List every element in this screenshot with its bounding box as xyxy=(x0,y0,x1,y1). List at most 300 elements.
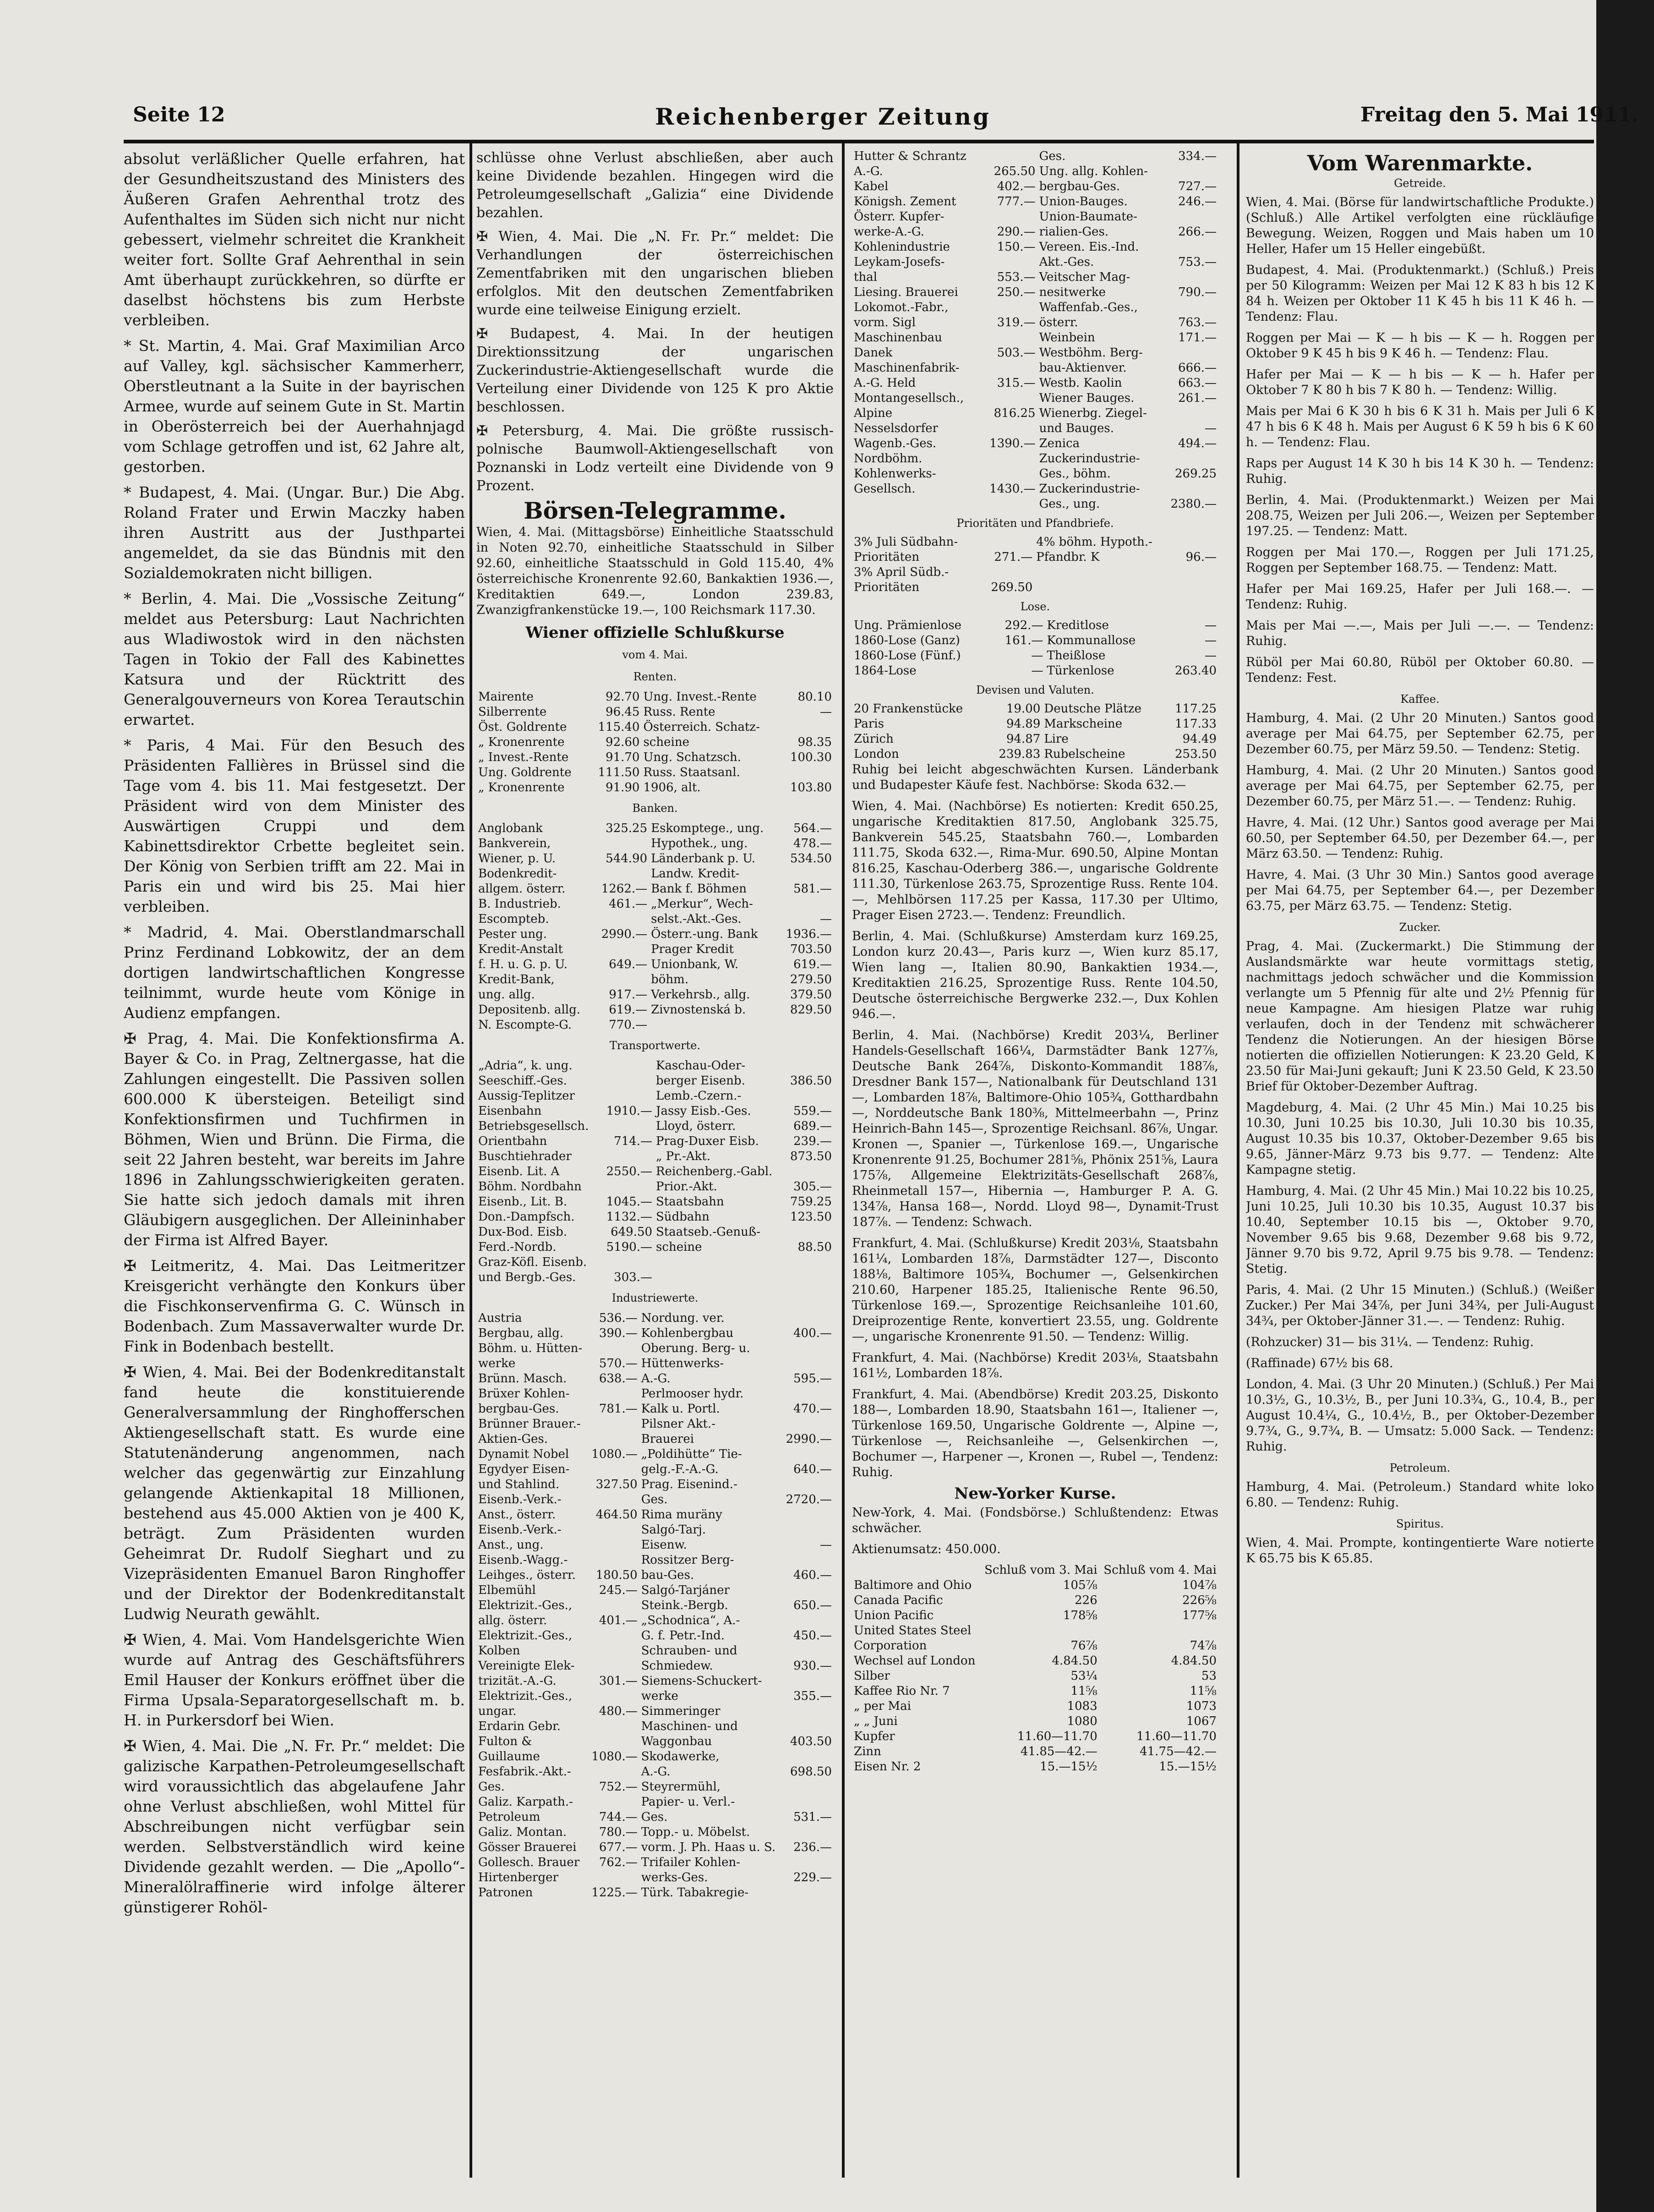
price-cell: 292.— xyxy=(1004,619,1043,632)
market-report: Berlin, 4. Mai. (Schlußkurse) Amsterdam kurz 169.25, London kurz 20.43—, Paris kurz —, Wien kurz 85.17, Wien lang —, Italien 80.90, Bankaktien 1934.—, Kreditaktien 216.25, Sprozentige Russ. Rente 104.50, Deutsche österreichische Bergwerke 232.—, Dux Kohlen 946.—. xyxy=(852,929,1218,1021)
market-report: Roggen per Mai — K — h bis — K — h. Roggen per Oktober 9 K 45 h bis 9 K 46 h. — Tendenz: Flau. xyxy=(1246,331,1594,361)
price-cell: 334.— xyxy=(1178,149,1217,163)
price-cell: — xyxy=(1031,649,1043,663)
market-report: Berlin, 4. Mai. (Nachbörse) Kredit 203¼, Berliner Handels-Gesellschaft 166¼, Darmstädter Bank 127⅞, Deutsche Bank 264⅞, Diskonto-Kommandit 188⅞, Dresdner Bank 157—, Nationalbank für Deutschland 131—, Lombarden 18⅞, Baltimore-Ohio 105¾, Gotthardbahn —, Norddeutsche Bank 180⅜, Mittelmeerbahn —, Prinz Heinrich-Bahn 145—, Sprozentige Reichsanl. 86⅞, Ungar. Kronen —, Spanier —, Türkenlose 169.—, Ungarische Kronenrente 91.25, Bochumer 281⅝, Phönix 251⅝, Laura 175⅞, Allgemeine Elektrizitäts-Gesellschaft 268⅞, Rheinmetall 157—, Hibernia —, Hamburger P. A. G. 134⅞, Hansa 168—, Nordd. Lloyd 98—, Dynamit-Trust 187⅞. — Tendenz: Schwach. xyxy=(852,1028,1218,1229)
price-cell: 4.84.50 xyxy=(1171,1654,1217,1668)
security-cell xyxy=(654,1270,785,1285)
price-cell: 2990.— xyxy=(601,927,648,941)
price-cell: 305.— xyxy=(793,1180,832,1194)
table-row xyxy=(476,1522,834,1538)
price-cell: 11⅝ xyxy=(1190,1684,1217,1698)
price-cell: 271.— xyxy=(994,550,1033,564)
price-cell: 781.— xyxy=(599,1402,638,1416)
price-cell xyxy=(782,1447,834,1462)
security-cell: Nordung. ver. xyxy=(641,1311,725,1325)
table-row xyxy=(476,1583,834,1598)
security-cell: Brüxer Kohlen- xyxy=(478,1387,570,1401)
price-cell: 92.60 xyxy=(606,735,640,749)
security-cell: Skodawerke, xyxy=(641,1750,720,1763)
quote-table xyxy=(852,535,1218,595)
price-cell: 649.50 xyxy=(611,1225,653,1239)
subsection-heading: New-Yorker Kurse. xyxy=(954,1484,1116,1503)
table-row xyxy=(476,1749,834,1764)
price-cell xyxy=(1163,209,1218,224)
price-cell: — xyxy=(1205,619,1217,632)
table-row xyxy=(476,821,834,836)
report-list xyxy=(1246,711,1594,914)
security-cell: Reichenberg.-Gabl. xyxy=(656,1165,773,1178)
table-row xyxy=(852,421,1218,436)
table-row xyxy=(476,1795,834,1810)
table-row xyxy=(852,1593,1218,1608)
table-row xyxy=(476,1073,834,1089)
security-cell: Hüttenwerks- xyxy=(641,1357,724,1370)
table-row xyxy=(476,1689,834,1704)
price-cell xyxy=(594,972,649,987)
price-cell xyxy=(588,1462,639,1477)
table-row xyxy=(476,851,834,866)
price-cell: 829.50 xyxy=(790,1003,832,1017)
price-cell xyxy=(782,1613,834,1628)
news-paragraph: ✠ Prag, 4. Mai. Die Konfektionsfirma A. Bayer & Co. in Prag, Zeltnergasse, hat die Zahlungen eingestellt. Die Passiven sollen 600.000 K übersteigen. Beteiligt sind Konfektionsfirmen und Tuchfirmen in Böhmen, Wien und Brünn. Die Firma, die seit 22 Jahren besteht, war bereits im Jahre 1896 in Zahlungsschwierigkeiten geraten. Sie hatte sich jedoch damals mit ihren Gläubigern ausgeglichen. Der Alleininhaber der Firma ist Alfred Bayer. xyxy=(124,1029,465,1249)
section-heading: Börsen-Telegramme. xyxy=(524,497,786,524)
table-row xyxy=(852,482,1218,497)
price-cell xyxy=(1163,270,1218,285)
security-cell: Ges. xyxy=(641,1493,668,1506)
security-cell: Veitscher Mag- xyxy=(1039,270,1130,284)
price-cell: 19.00 xyxy=(1006,702,1041,716)
news-paragraph: ✠ Wien, 4. Mai. Vom Handelsgerichte Wien wurde auf Antrag des Geschäftsführers Emil Hauser der Konkurs eröffnet über die Firma Upsala-Separatorgesellschaft m. b. H. in Purkersdorf bei Wien. xyxy=(124,1631,465,1729)
price-cell: — xyxy=(1031,664,1043,678)
security-cell: Waggonbau xyxy=(641,1735,712,1748)
table-row xyxy=(476,1764,834,1779)
price-cell: 177⅝ xyxy=(1182,1609,1217,1622)
price-cell: 763.— xyxy=(1178,316,1217,329)
table-row xyxy=(476,1210,834,1225)
table-row xyxy=(852,1623,1218,1638)
price-cell: 531.— xyxy=(793,1810,832,1824)
price-cell xyxy=(982,451,1037,466)
price-cell xyxy=(588,1598,639,1613)
market-report: Havre, 4. Mai. (3 Uhr 30 Min.) Santos good average per Mai 64.75, per September 64.—, per Dezember 63.75, per März 63.75. — Tendenz: Stetig. xyxy=(1246,868,1594,913)
security-cell: Escompteb. xyxy=(478,912,549,926)
security-cell: Galiz. Montan. xyxy=(478,1825,567,1839)
security-cell: scheine xyxy=(656,1240,702,1254)
price-cell: 1073 xyxy=(1186,1699,1217,1713)
table-row xyxy=(852,1578,1218,1593)
price-cell xyxy=(600,1149,654,1164)
market-report: Frankfurt, 4. Mai. (Abendbörse) Kredit 203.25, Diskonto 188—, Lombarden 18.90, Staatsbahn 161—, Italiener —, Türkenlose 169.50, Ungarische Goldrente —, Alpine —, Türkenlose —, Reichsanleihe —, Gelsenkirchen —, Bochumer —, Harpener —, Kronen —, Rubel —, Tendenz: Ruhig. xyxy=(852,1387,1218,1479)
price-cell: 461.— xyxy=(609,897,648,911)
security-cell: 3% Juli Südbahn- xyxy=(854,535,958,549)
security-cell: Ges. xyxy=(1039,149,1066,163)
price-cell: — xyxy=(1205,422,1217,435)
price-cell: 2550.— xyxy=(606,1165,653,1178)
table-row xyxy=(476,735,834,750)
security-cell: Böhm. u. Hütten- xyxy=(478,1341,583,1355)
table-row xyxy=(476,1628,834,1643)
security-cell: Hirtenberger xyxy=(478,1871,558,1884)
security-cell: Zürich xyxy=(854,732,894,746)
market-report: Hamburg, 4. Mai. (Petroleum.) Standard white loko 6.80. — Tendenz: Ruhig. xyxy=(1246,1480,1594,1510)
security-cell: 20 Frankenstücke xyxy=(854,702,963,716)
table-row xyxy=(852,436,1218,451)
quote-sections xyxy=(476,668,834,1900)
security-cell: Ges., böhm. xyxy=(1039,467,1111,481)
price-cell xyxy=(785,1225,834,1240)
price-cell: — xyxy=(1205,634,1217,647)
price-cell xyxy=(982,209,1037,224)
security-cell: Papier- u. Verl.- xyxy=(641,1795,735,1809)
price-cell xyxy=(782,1386,834,1402)
table-row xyxy=(476,1885,834,1900)
price-cell xyxy=(600,1255,654,1270)
security-cell: A.-G. xyxy=(854,164,883,178)
price-cell: 752.— xyxy=(599,1780,638,1794)
table-row xyxy=(852,361,1218,376)
security-cell: Dynamit Nobel xyxy=(478,1447,569,1461)
price-cell xyxy=(782,1885,834,1900)
security-cell: Kohlenindustrie xyxy=(854,240,950,254)
table-row xyxy=(852,330,1218,345)
price-cell: 250.— xyxy=(997,285,1036,299)
security-cell: Austria xyxy=(478,1311,522,1325)
market-report: Hafer per Mai — K — h bis — K — h. Hafer per Oktober 7 K 80 h bis 7 K 80 h. — Tendenz: Willig. xyxy=(1246,367,1594,397)
price-cell: 115.40 xyxy=(598,720,640,734)
masthead-title: Reichenberger Zeitung xyxy=(655,103,991,130)
table-row xyxy=(476,866,834,882)
price-cell xyxy=(1163,482,1218,497)
quote-table xyxy=(476,1058,834,1285)
table-row xyxy=(852,1699,1218,1714)
price-cell xyxy=(588,1553,639,1568)
table-row xyxy=(476,972,834,987)
security-cell: Brünner Brauer.- xyxy=(478,1417,581,1431)
security-cell: Anglobank xyxy=(478,821,543,835)
price-cell: 74⅞ xyxy=(1190,1639,1217,1653)
security-cell: Montangesellsch., xyxy=(854,391,964,405)
subsection-heading: Spiritus. xyxy=(1396,1517,1444,1530)
price-cell: 150.— xyxy=(997,240,1036,254)
security-cell: „ per Mai xyxy=(854,1699,911,1713)
price-cell xyxy=(982,300,1037,315)
price-cell xyxy=(782,1855,834,1870)
security-cell: Prag. Eisenind.- xyxy=(641,1478,737,1491)
table-row xyxy=(852,240,1218,255)
price-cell xyxy=(980,1623,1099,1638)
price-cell: 15.—15½ xyxy=(1040,1760,1097,1774)
price-cell: 727.— xyxy=(1178,180,1217,193)
security-cell: thal xyxy=(854,270,878,284)
subsection-heading: Lose. xyxy=(1020,600,1050,613)
price-cell: 88.50 xyxy=(797,1240,832,1254)
price-cell xyxy=(588,1689,639,1704)
subsection-heading: Getreide. xyxy=(1394,177,1446,190)
price-cell: 1083 xyxy=(1067,1699,1097,1713)
security-cell: 3% April Südb.- xyxy=(854,565,949,579)
quote-section-heading: Industriewerte. xyxy=(611,1292,699,1304)
price-cell xyxy=(1163,345,1218,361)
newyork-table xyxy=(852,1563,1218,1774)
price-cell: 379.50 xyxy=(790,988,832,1002)
security-cell: rialien-Ges. xyxy=(1039,225,1109,239)
table-row xyxy=(852,224,1218,240)
price-cell xyxy=(588,1734,639,1749)
security-cell xyxy=(1034,565,1177,580)
price-cell xyxy=(785,1270,834,1285)
price-cell xyxy=(1163,164,1218,179)
table-row xyxy=(476,897,834,912)
security-cell: Kabel xyxy=(854,180,889,193)
table-row xyxy=(476,1825,834,1840)
table-row xyxy=(852,451,1218,466)
price-cell: 53 xyxy=(1201,1669,1217,1683)
table-row xyxy=(476,1643,834,1659)
security-cell: böhm. xyxy=(651,973,689,986)
section-heading: Vom Warenmarkte. xyxy=(1307,151,1533,175)
price-cell xyxy=(782,1643,834,1659)
table-row xyxy=(476,750,834,765)
security-cell: Öst. Goldrente xyxy=(478,720,567,734)
price-cell xyxy=(1163,240,1218,255)
security-cell: Lemb.-Czern.- xyxy=(656,1089,742,1103)
table-row xyxy=(852,345,1218,361)
price-cell: 265.50 xyxy=(993,164,1036,178)
security-cell: Steink.-Bergb. xyxy=(641,1599,728,1612)
price-cell: 355.— xyxy=(793,1689,832,1703)
table-row xyxy=(476,1553,834,1568)
market-report: Rüböl per Mai 60.80, Rüböl per Oktober 60.80. — Tendenz: Fest. xyxy=(1246,655,1594,685)
quote-table xyxy=(852,149,1218,512)
security-cell: „Schodnica“, A.- xyxy=(641,1614,740,1627)
table-row xyxy=(476,1568,834,1583)
security-cell xyxy=(1034,580,1177,595)
security-cell: London xyxy=(854,747,899,761)
price-cell: 94.87 xyxy=(1006,732,1041,746)
table-row xyxy=(852,179,1218,194)
price-cell xyxy=(778,897,834,912)
price-cell: — xyxy=(820,912,832,926)
price-cell: 400.— xyxy=(793,1326,832,1340)
market-report: Mais per Mai —.—, Mais per Juli —.—. — Tendenz: Ruhig. xyxy=(1246,619,1594,648)
security-cell: Nesselsdorfer xyxy=(854,422,939,435)
security-cell: A.-G. xyxy=(641,1765,671,1779)
security-cell: Perlmooser hydr. xyxy=(641,1387,744,1401)
security-cell: Jassy Eisb.-Ges. xyxy=(656,1104,751,1118)
security-cell: Ung. Invest.-Rente xyxy=(643,690,757,704)
security-cell: Bergbau, allg. xyxy=(478,1326,564,1340)
table-row xyxy=(476,690,834,705)
price-cell xyxy=(1163,451,1218,466)
price-cell: 104⅞ xyxy=(1182,1578,1217,1592)
security-cell: Patronen xyxy=(478,1886,533,1900)
table-row xyxy=(476,1341,834,1356)
price-cell xyxy=(781,765,834,780)
news-paragraph: ✠ Wien, 4. Mai. Bei der Bodenkreditanstalt fand heute die konstituierende Generalversammlung der Ringhofferschen Aktiengesellschaft statt. Es wurde eine Statutenänderung angenommen, nach welcher das gegenwärtig zur Einzahlung gelangende Aktienkapital 18 Millionen, bestehend aus 45.000 Aktien von je 400 K, beträgt. Zum Präsidenten wurden Geheimrat Dr. Rudolf Sieghart und zu Vizepräsidenten Emanuel Baron Ringhoffer und der Direktor der Bodenkreditanstalt Ludwig Neurath gewählt. xyxy=(124,1363,465,1623)
security-cell: werke-A.-G. xyxy=(854,225,924,239)
column-header: Schluß vom 3. Mai xyxy=(984,1563,1097,1577)
table-row xyxy=(852,663,1218,679)
security-cell: Kaschau-Oder- xyxy=(656,1059,746,1073)
security-cell: 1906, alt. xyxy=(643,781,701,794)
price-cell xyxy=(600,1058,654,1073)
table-row xyxy=(476,1870,834,1885)
telegram-text: Wien, 4. Mai. (Mittagsbörse) Einheitliche Staatsschuld in Noten 92.70, einheitliche Staatsschuld in Silber 92.60, einheitliche Staatsschuld in Gold 115.40, 4% österreichische Kronenrente 92.60, Bankaktien 1936.—, Kreditaktien 649.—, London 239.83, Zwanzigfrankenstücke 19.—, 100 Reichsmark 117.30. xyxy=(476,525,834,617)
security-cell: vorm. J. Ph. Haas u. S. xyxy=(641,1840,776,1854)
security-cell: „ Kronenrente xyxy=(478,781,565,794)
price-cell: 759.25 xyxy=(790,1195,832,1209)
security-cell: Wagenb.-Ges. xyxy=(854,437,937,450)
security-cell xyxy=(649,1018,778,1033)
security-cell: Wiener, p. U. xyxy=(478,852,556,865)
price-cell: 780.— xyxy=(599,1825,638,1839)
column-rule xyxy=(842,143,845,2178)
table-row xyxy=(852,300,1218,315)
table-row xyxy=(476,1149,834,1164)
security-cell: Hutter & Schrantz xyxy=(854,149,966,163)
table-row xyxy=(476,1855,834,1870)
security-cell: Zenica xyxy=(1039,437,1080,450)
price-cell: 1225.— xyxy=(591,1886,638,1900)
price-cell xyxy=(982,466,1037,482)
security-cell: bau-Ges. xyxy=(641,1568,694,1582)
table-row xyxy=(852,1669,1218,1684)
price-cell: 503.— xyxy=(997,346,1036,360)
table-row xyxy=(476,720,834,735)
security-cell: Steyrermühl, xyxy=(641,1780,721,1794)
price-cell: 80.10 xyxy=(797,690,832,704)
price-cell: 53¼ xyxy=(1070,1669,1097,1683)
price-cell xyxy=(982,421,1037,436)
security-cell: Mairente xyxy=(478,690,534,704)
price-cell xyxy=(1163,406,1218,421)
security-cell: Landw. Kredit- xyxy=(651,867,740,881)
table-row xyxy=(476,1356,834,1371)
market-report: Hamburg, 4. Mai. (2 Uhr 20 Minuten.) Santos good average per Mai 64.75, per September 62.75, per Dezember 60.75, per März 51.—. — Tendenz: Ruhig. xyxy=(1246,763,1594,809)
table-row xyxy=(852,194,1218,209)
security-cell: Siemens-Schuckert- xyxy=(641,1674,762,1688)
security-cell: Liesing. Brauerei xyxy=(854,285,958,299)
market-report: (Rohzucker) 31— bis 31¼. — Tendenz: Ruhig. xyxy=(1246,1335,1534,1349)
table-row xyxy=(476,1179,834,1194)
table-row xyxy=(476,1704,834,1719)
price-cell xyxy=(588,1492,639,1507)
price-cell: 2990.— xyxy=(786,1432,832,1446)
price-cell: 41.75—42.— xyxy=(1140,1745,1217,1758)
price-cell: 171.— xyxy=(1178,331,1217,345)
security-cell: Lire xyxy=(1044,732,1069,746)
price-cell: 94.49 xyxy=(1182,732,1217,746)
security-cell: Prioritäten xyxy=(854,580,920,594)
price-cell: 4.84.50 xyxy=(1052,1654,1097,1668)
price-cell xyxy=(594,912,649,927)
table-row xyxy=(476,1255,834,1270)
security-cell: allgem. österr. xyxy=(478,882,566,896)
security-cell: Simmeringer xyxy=(641,1704,721,1718)
security-cell: Kupfer xyxy=(854,1730,895,1743)
price-cell: 226⅝ xyxy=(1182,1593,1217,1607)
price-cell: 111.50 xyxy=(598,766,640,779)
price-cell: 770.— xyxy=(609,1018,648,1032)
price-cell xyxy=(782,1704,834,1719)
price-cell xyxy=(782,1553,834,1568)
table-row xyxy=(476,1417,834,1432)
price-cell xyxy=(782,1825,834,1840)
table-row xyxy=(476,1194,834,1210)
security-cell: Kredit-Anstalt xyxy=(478,942,563,956)
market-report: Hamburg, 4. Mai. (2 Uhr 45 Min.) Mai 10.22 bis 10.25, Juni 10.25, Juli 10.30 bis 10.35, August 10.37 bis 10.40, September 10.15 bis —, Oktober 9.70, November 9.65 bis 9.68, Dezember 9.68 bis 9.72, Jänner 9.70 bis 9.72, April 9.75 bis 9.78. — Tendenz: Stetig. xyxy=(1246,1184,1594,1276)
price-cell: 698.50 xyxy=(790,1765,832,1779)
security-cell: Vereinigte Elek- xyxy=(478,1659,575,1673)
table-row xyxy=(476,957,834,972)
price-cell xyxy=(588,1795,639,1810)
security-cell: Staatsbahn xyxy=(656,1195,724,1209)
table-row xyxy=(476,1719,834,1734)
security-cell: Maschinenbau xyxy=(854,331,942,345)
security-cell: österr. xyxy=(1039,316,1078,329)
security-cell: Kalk u. Portl. xyxy=(641,1402,720,1416)
table-row xyxy=(476,836,834,851)
security-cell: Ges. xyxy=(641,1810,668,1824)
finance-paragraph: ✠ Wien, 4. Mai. Die „N. Fr. Pr.“ meldet: Die Verhandlungen der österreichischen Zementfabriken mit den ungarischen blieben erfolglos. Mit den deutschen Zementfabriken wurde eine teilweise Einigung erzielt. xyxy=(476,229,834,318)
price-cell xyxy=(778,866,834,882)
price-cell: 94.89 xyxy=(1006,717,1041,731)
table-row xyxy=(476,912,834,927)
price-cell: 640.— xyxy=(793,1462,832,1476)
price-cell: 790.— xyxy=(1178,285,1217,299)
quote-section-heading: Renten. xyxy=(633,670,677,683)
price-cell: 91.70 xyxy=(606,750,640,764)
table-row xyxy=(476,1538,834,1553)
security-cell: „ Invest.-Rente xyxy=(478,750,569,764)
security-cell: bau-Aktienver. xyxy=(1039,361,1127,375)
security-cell: Ges., ung. xyxy=(1039,497,1100,511)
security-cell: Lokomot.-Fabr., xyxy=(854,301,949,314)
table-row xyxy=(476,1492,834,1507)
price-cell: — xyxy=(820,1538,832,1552)
market-report: London, 4. Mai. (3 Uhr 20 Minuten.) (Schluß.) Per Mai 10.3½, G., 10.3½, B., per Juni 10.3¾, G., 10.4, B., per August 10.4¼, G., 10.4½, B., per Oktober-Dezember 9.7¾, G., 9.7¾, B. — Umsatz: 5.000 Sack. — Tendenz: Ruhig. xyxy=(1246,1377,1594,1454)
security-cell: Eisenb. Lit. A xyxy=(478,1165,560,1178)
market-report: Frankfurt, 4. Mai. (Schlußkurse) Kredit 203⅛, Staatsbahn 161¼, Lombarden 18⅞, Darmstädter 127—, Disconto 188⅛, Baltimore 105¾, Bochumer —, Gelsenkirchen 210.60, Harpener 185.25, Italienische Rente 96.50, Türkenlose 169.—, Sprozentige Reichsanleihe 101.60, Dreiprozentige Rente, konvertiert 23.55, ung. Goldrente —, ungarische Kronenrente 91.50. — Tendenz: Willig. xyxy=(852,1236,1218,1344)
security-cell: Guillaume xyxy=(478,1750,540,1763)
security-cell: Wechsel auf London xyxy=(854,1654,976,1668)
security-cell: Zuckerindustrie- xyxy=(1039,452,1140,465)
price-cell: 777.— xyxy=(997,195,1036,208)
price-cell: 390.— xyxy=(599,1326,638,1340)
market-report: Magdeburg, 4. Mai. (2 Uhr 45 Min.) Mai 10.25 bis 10.30, Juni 10.25 bis 10.30, Juli 10.30 bis 10.35, August 10.35 bis 10.37, Oktober-Dezember 9.65 bis 9.65, Jänner-März 9.73 bis 9.77. — Tendenz: Alte Kampagne stetig. xyxy=(1246,1101,1594,1177)
column-header: Schluß vom 4. Mai xyxy=(1103,1563,1217,1577)
table-row xyxy=(852,164,1218,179)
security-cell: nesitwerke xyxy=(1039,285,1106,299)
quote-section-heading: Banken. xyxy=(632,802,678,815)
security-cell: Böhm. Nordbahn xyxy=(478,1180,582,1194)
price-cell xyxy=(600,1073,654,1089)
security-cell: Kohlenwerks- xyxy=(854,467,936,481)
price-cell: 245.— xyxy=(599,1583,638,1597)
quote-table xyxy=(852,618,1218,679)
market-report: Wien, 4. Mai. Prompte, kontingentierte Ware notierte K 65.75 bis K 65.85. xyxy=(1246,1536,1594,1566)
security-cell: vorm. Sigl xyxy=(854,316,916,329)
price-cell: — xyxy=(1205,649,1217,663)
table-row xyxy=(852,717,1218,732)
price-cell xyxy=(1099,1623,1218,1638)
table-row xyxy=(476,1840,834,1855)
security-cell: Erdarin Gebr. xyxy=(478,1719,561,1733)
security-cell: Wienerbg. Ziegel- xyxy=(1039,406,1147,420)
subsection-heading: Devisen und Valuten. xyxy=(976,684,1094,696)
security-cell: Österr. Kupfer- xyxy=(854,210,944,224)
table-row xyxy=(476,1058,834,1073)
